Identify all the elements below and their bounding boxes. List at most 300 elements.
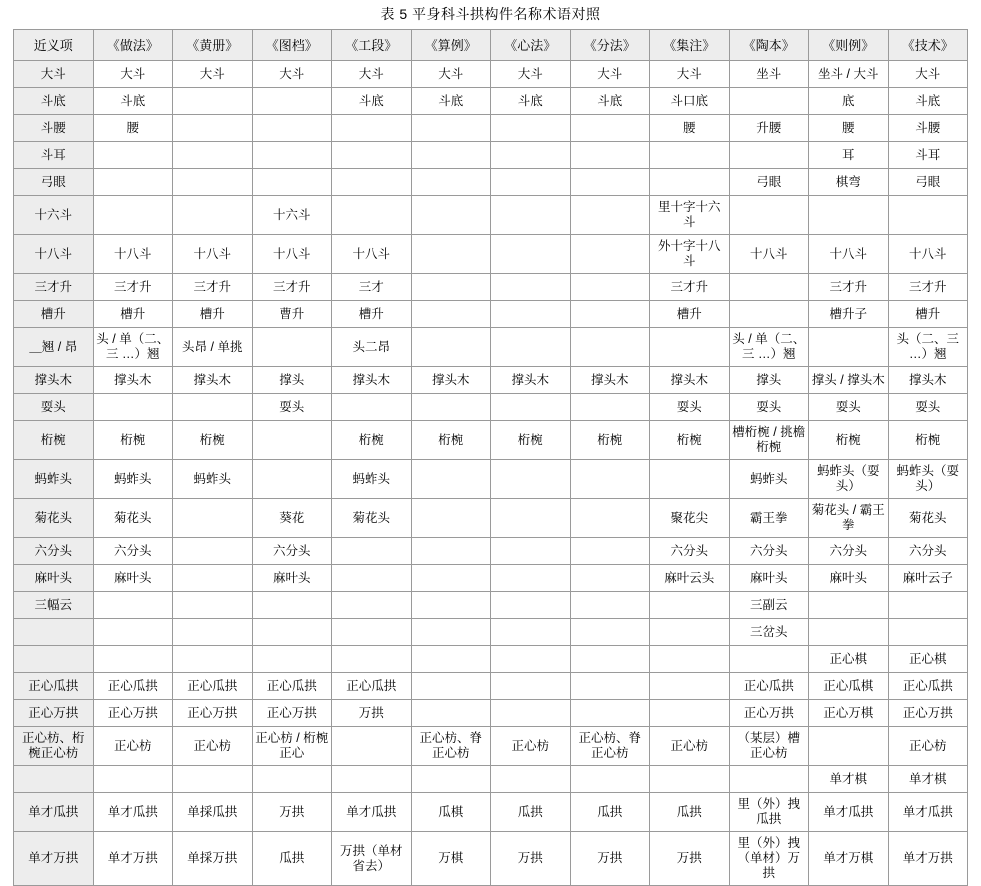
table-cell bbox=[252, 421, 332, 460]
table-row bbox=[14, 646, 968, 673]
table-row bbox=[14, 88, 968, 115]
table-cell: 瓜拱 bbox=[650, 793, 730, 832]
table-cell bbox=[729, 88, 809, 115]
table-cell bbox=[332, 766, 412, 793]
table-cell bbox=[173, 499, 253, 538]
table-cell bbox=[411, 499, 491, 538]
table-cell bbox=[729, 274, 809, 301]
table-cell bbox=[411, 301, 491, 328]
table-cell: 撑头木 bbox=[491, 367, 571, 394]
table-cell bbox=[729, 301, 809, 328]
table-cell bbox=[93, 196, 173, 235]
table-cell: 六分头 bbox=[888, 538, 968, 565]
table-row bbox=[14, 727, 968, 766]
table-cell bbox=[491, 274, 571, 301]
table-cell: 坐斗 bbox=[729, 61, 809, 88]
table-cell bbox=[332, 538, 412, 565]
table-cell: 桁椀 bbox=[809, 421, 889, 460]
table-cell bbox=[491, 499, 571, 538]
table-cell bbox=[252, 619, 332, 646]
table-cell: 棋弯 bbox=[809, 169, 889, 196]
table-cell: 麻叶头 bbox=[252, 565, 332, 592]
table-cell bbox=[809, 328, 889, 367]
table-cell: 弓眼 bbox=[888, 169, 968, 196]
table-cell: 里（外）拽瓜拱 bbox=[729, 793, 809, 832]
table-row bbox=[14, 235, 968, 274]
table-cell: 正心万棋 bbox=[809, 700, 889, 727]
table-cell bbox=[650, 673, 730, 700]
table-row bbox=[14, 460, 968, 499]
table-cell bbox=[332, 115, 412, 142]
table-cell: 十八斗 bbox=[173, 235, 253, 274]
table-cell bbox=[570, 169, 650, 196]
table-cell bbox=[570, 565, 650, 592]
table-cell: 三才升 bbox=[173, 274, 253, 301]
table-cell bbox=[93, 619, 173, 646]
table-cell: 腰 bbox=[809, 115, 889, 142]
table-cell: 万拱 bbox=[252, 793, 332, 832]
row-label-cell: ＿翘 / 昂 bbox=[14, 328, 94, 367]
table-cell: 桁椀 bbox=[650, 421, 730, 460]
table-row bbox=[14, 274, 968, 301]
table-cell: 瓜棋 bbox=[411, 793, 491, 832]
table-cell: 三才升 bbox=[93, 274, 173, 301]
table-cell: 六分头 bbox=[93, 538, 173, 565]
table-cell: 六分头 bbox=[729, 538, 809, 565]
table-cell bbox=[809, 196, 889, 235]
table-cell bbox=[411, 142, 491, 169]
table-cell bbox=[411, 565, 491, 592]
column-header-8: 《集注》 bbox=[650, 30, 730, 61]
table-cell bbox=[93, 169, 173, 196]
table-cell: 麻叶头 bbox=[93, 565, 173, 592]
row-label-cell: 槽升 bbox=[14, 301, 94, 328]
table-cell: 单才万拱 bbox=[93, 832, 173, 886]
table-cell: （某层）槽正心枋 bbox=[729, 727, 809, 766]
table-cell bbox=[173, 619, 253, 646]
table-cell: 蚂蚱头（耍头） bbox=[888, 460, 968, 499]
table-cell bbox=[411, 592, 491, 619]
table-cell: 正心枋、脊正心枋 bbox=[411, 727, 491, 766]
table-cell: 万拱 bbox=[491, 832, 571, 886]
table-cell bbox=[491, 394, 571, 421]
table-cell: 瓜拱 bbox=[252, 832, 332, 886]
column-header-1: 《做法》 bbox=[93, 30, 173, 61]
row-label-cell: 三幅云 bbox=[14, 592, 94, 619]
table-cell: 撑头木 bbox=[570, 367, 650, 394]
table-cell: 麻叶云子 bbox=[888, 565, 968, 592]
table-cell bbox=[729, 766, 809, 793]
table-cell bbox=[173, 169, 253, 196]
table-cell bbox=[332, 592, 412, 619]
row-label-cell: 三才升 bbox=[14, 274, 94, 301]
table-cell bbox=[491, 766, 571, 793]
table-cell bbox=[411, 196, 491, 235]
table-cell: 万拱 bbox=[570, 832, 650, 886]
table-cell bbox=[411, 460, 491, 499]
row-label-cell: 正心瓜拱 bbox=[14, 673, 94, 700]
table-cell bbox=[650, 460, 730, 499]
table-body bbox=[14, 61, 968, 886]
table-cell: 斗腰 bbox=[888, 115, 968, 142]
table-cell: 正心瓜拱 bbox=[252, 673, 332, 700]
table-row bbox=[14, 619, 968, 646]
table-cell bbox=[491, 673, 571, 700]
table-cell: 正心瓜拱 bbox=[173, 673, 253, 700]
table-cell bbox=[491, 328, 571, 367]
table-cell: 桁椀 bbox=[93, 421, 173, 460]
table-cell: 聚花尖 bbox=[650, 499, 730, 538]
table-cell bbox=[650, 142, 730, 169]
table-cell bbox=[570, 394, 650, 421]
table-cell bbox=[93, 394, 173, 421]
table-cell bbox=[570, 700, 650, 727]
table-cell bbox=[888, 196, 968, 235]
column-header-4: 《工段》 bbox=[332, 30, 412, 61]
table-cell bbox=[809, 727, 889, 766]
table-row bbox=[14, 328, 968, 367]
row-label-cell: 大斗 bbox=[14, 61, 94, 88]
table-cell: 菊花头 bbox=[93, 499, 173, 538]
table-cell: 麻叶头 bbox=[809, 565, 889, 592]
table-cell: 撑头 / 撑头木 bbox=[809, 367, 889, 394]
table-cell: 桁椀 bbox=[888, 421, 968, 460]
table-cell: 桁椀 bbox=[491, 421, 571, 460]
terminology-table bbox=[13, 29, 968, 886]
table-cell: 撑头 bbox=[252, 367, 332, 394]
table-cell bbox=[332, 619, 412, 646]
table-cell: 头昂 / 单挑 bbox=[173, 328, 253, 367]
table-cell bbox=[411, 169, 491, 196]
table-cell: 正心枋 / 桁椀正心 bbox=[252, 727, 332, 766]
table-cell bbox=[173, 142, 253, 169]
table-cell: 万拱（单材省去） bbox=[332, 832, 412, 886]
table-cell bbox=[729, 196, 809, 235]
table-cell bbox=[411, 700, 491, 727]
table-row bbox=[14, 394, 968, 421]
table-cell: 桁椀 bbox=[411, 421, 491, 460]
table-cell: 大斗 bbox=[332, 61, 412, 88]
table-cell: 三才升 bbox=[650, 274, 730, 301]
table-cell bbox=[173, 115, 253, 142]
table-cell bbox=[570, 115, 650, 142]
table-cell bbox=[93, 646, 173, 673]
row-label-cell: 麻叶头 bbox=[14, 565, 94, 592]
row-label-cell: 斗底 bbox=[14, 88, 94, 115]
table-cell bbox=[173, 565, 253, 592]
table-row bbox=[14, 499, 968, 538]
table-cell bbox=[173, 538, 253, 565]
table-cell bbox=[570, 673, 650, 700]
table-cell: 麻叶云头 bbox=[650, 565, 730, 592]
table-cell: 撑头木 bbox=[173, 367, 253, 394]
table-cell bbox=[570, 274, 650, 301]
table-cell: 十八斗 bbox=[252, 235, 332, 274]
table-cell: 正心万拱 bbox=[252, 700, 332, 727]
table-row bbox=[14, 766, 968, 793]
table-cell: 槽升 bbox=[888, 301, 968, 328]
table-cell: 桁椀 bbox=[173, 421, 253, 460]
table-cell bbox=[570, 646, 650, 673]
table-cell: 瓜拱 bbox=[491, 793, 571, 832]
table-cell bbox=[411, 274, 491, 301]
table-cell: 大斗 bbox=[570, 61, 650, 88]
column-header-9: 《陶本》 bbox=[729, 30, 809, 61]
column-header-11: 《技术》 bbox=[888, 30, 968, 61]
row-label-cell: 撑头木 bbox=[14, 367, 94, 394]
table-cell bbox=[491, 565, 571, 592]
table-cell bbox=[411, 538, 491, 565]
table-cell: 正心枋、脊正心枋 bbox=[570, 727, 650, 766]
table-cell bbox=[650, 328, 730, 367]
row-label-cell bbox=[14, 766, 94, 793]
row-label-cell: 正心万拱 bbox=[14, 700, 94, 727]
table-cell: 桁椀 bbox=[332, 421, 412, 460]
table-cell bbox=[570, 460, 650, 499]
table-cell bbox=[650, 619, 730, 646]
table-cell: 底 bbox=[809, 88, 889, 115]
table-cell: 桁椀 bbox=[570, 421, 650, 460]
table-cell: 正心万拱 bbox=[173, 700, 253, 727]
table-cell: 正心枋 bbox=[491, 727, 571, 766]
table-cell: 头二昂 bbox=[332, 328, 412, 367]
row-label-cell: 蚂蚱头 bbox=[14, 460, 94, 499]
table-cell bbox=[411, 235, 491, 274]
table-cell: 槽桁椀 / 挑檐桁椀 bbox=[729, 421, 809, 460]
table-row bbox=[14, 793, 968, 832]
table-cell bbox=[93, 766, 173, 793]
table-cell: 单才棋 bbox=[888, 766, 968, 793]
table-cell: 蚂蚱头 bbox=[729, 460, 809, 499]
table-row bbox=[14, 142, 968, 169]
row-label-cell: 耍头 bbox=[14, 394, 94, 421]
table-cell bbox=[491, 142, 571, 169]
table-row bbox=[14, 565, 968, 592]
table-cell bbox=[332, 727, 412, 766]
table-cell: 外十字十八斗 bbox=[650, 235, 730, 274]
table-cell: 正心枋 bbox=[93, 727, 173, 766]
table-cell bbox=[650, 766, 730, 793]
table-cell: 槽升 bbox=[332, 301, 412, 328]
table-cell: 槽升 bbox=[93, 301, 173, 328]
table-row bbox=[14, 832, 968, 886]
table-cell: 万拱 bbox=[332, 700, 412, 727]
table-cell: 蚂蚱头 bbox=[173, 460, 253, 499]
table-row bbox=[14, 301, 968, 328]
table-cell: 撑头木 bbox=[332, 367, 412, 394]
table-cell bbox=[729, 142, 809, 169]
table-cell: 撑头木 bbox=[93, 367, 173, 394]
table-cell: 三才 bbox=[332, 274, 412, 301]
table-cell: 耍头 bbox=[809, 394, 889, 421]
table-cell bbox=[252, 88, 332, 115]
table-cell: 大斗 bbox=[491, 61, 571, 88]
table-cell: 大斗 bbox=[888, 61, 968, 88]
row-label-cell: 单才瓜拱 bbox=[14, 793, 94, 832]
table-cell bbox=[173, 592, 253, 619]
column-header-3: 《图档》 bbox=[252, 30, 332, 61]
table-cell: 六分头 bbox=[252, 538, 332, 565]
table-row bbox=[14, 421, 968, 460]
table-cell: 十八斗 bbox=[93, 235, 173, 274]
table-cell: 单採万拱 bbox=[173, 832, 253, 886]
table-cell: 斗底 bbox=[93, 88, 173, 115]
table-cell bbox=[491, 646, 571, 673]
table-cell: 斗耳 bbox=[888, 142, 968, 169]
table-row bbox=[14, 61, 968, 88]
table-row bbox=[14, 115, 968, 142]
row-label-cell bbox=[14, 619, 94, 646]
table-cell bbox=[570, 538, 650, 565]
table-cell: 单採瓜拱 bbox=[173, 793, 253, 832]
table-cell: 里十字十六斗 bbox=[650, 196, 730, 235]
table-cell bbox=[173, 88, 253, 115]
table-cell bbox=[491, 115, 571, 142]
header-row bbox=[14, 30, 968, 61]
table-row bbox=[14, 700, 968, 727]
table-row bbox=[14, 169, 968, 196]
column-header-2: 《黄册》 bbox=[173, 30, 253, 61]
table-cell bbox=[570, 592, 650, 619]
table-cell: 正心瓜棋 bbox=[809, 673, 889, 700]
table-cell bbox=[252, 766, 332, 793]
table-cell bbox=[252, 115, 332, 142]
table-cell: 撑头 bbox=[729, 367, 809, 394]
column-header-5: 《算例》 bbox=[411, 30, 491, 61]
table-cell bbox=[491, 538, 571, 565]
table-cell: 撑头木 bbox=[650, 367, 730, 394]
column-header-7: 《分法》 bbox=[570, 30, 650, 61]
table-cell: 大斗 bbox=[252, 61, 332, 88]
row-label-cell: 六分头 bbox=[14, 538, 94, 565]
table-cell: 槽升子 bbox=[809, 301, 889, 328]
table-cell bbox=[570, 766, 650, 793]
table-cell: 万棋 bbox=[411, 832, 491, 886]
table-cell: 撑头木 bbox=[411, 367, 491, 394]
table-cell bbox=[570, 301, 650, 328]
row-label-cell: 弓眼 bbox=[14, 169, 94, 196]
table-cell bbox=[332, 196, 412, 235]
table-cell: 蚂蚱头 bbox=[93, 460, 173, 499]
table-cell bbox=[173, 766, 253, 793]
row-label-cell: 斗腰 bbox=[14, 115, 94, 142]
table-cell: 坐斗 / 大斗 bbox=[809, 61, 889, 88]
table-cell bbox=[650, 646, 730, 673]
column-header-0: 近义项 bbox=[14, 30, 94, 61]
row-label-cell: 斗耳 bbox=[14, 142, 94, 169]
table-cell: 蚂蚱头 bbox=[332, 460, 412, 499]
table-cell bbox=[173, 196, 253, 235]
table-cell bbox=[411, 646, 491, 673]
table-cell: 单才棋 bbox=[809, 766, 889, 793]
table-cell bbox=[411, 115, 491, 142]
table-cell: 单才瓜拱 bbox=[809, 793, 889, 832]
row-label-cell: 正心枋、桁椀正心枋 bbox=[14, 727, 94, 766]
table-cell: 撑头木 bbox=[888, 367, 968, 394]
table-cell bbox=[570, 328, 650, 367]
table-row bbox=[14, 196, 968, 235]
table-cell: 正心枋 bbox=[650, 727, 730, 766]
table-cell: 麻叶头 bbox=[729, 565, 809, 592]
table-cell bbox=[252, 646, 332, 673]
table-cell: 耍头 bbox=[888, 394, 968, 421]
table-cell bbox=[570, 619, 650, 646]
table-cell: 单才万拱 bbox=[888, 832, 968, 886]
table-cell bbox=[332, 646, 412, 673]
row-label-cell: 菊花头 bbox=[14, 499, 94, 538]
table-cell: 头（二、三 …）翘 bbox=[888, 328, 968, 367]
row-label-cell: 十六斗 bbox=[14, 196, 94, 235]
table-cell bbox=[332, 394, 412, 421]
table-cell bbox=[332, 142, 412, 169]
table-cell bbox=[411, 328, 491, 367]
table-header bbox=[14, 30, 968, 61]
table-cell: 大斗 bbox=[173, 61, 253, 88]
table-cell: 斗底 bbox=[570, 88, 650, 115]
table-cell bbox=[650, 169, 730, 196]
table-cell bbox=[491, 301, 571, 328]
table-cell: 里（外）拽（单材）万拱 bbox=[729, 832, 809, 886]
table-row bbox=[14, 538, 968, 565]
table-cell: 升腰 bbox=[729, 115, 809, 142]
table-cell bbox=[491, 235, 571, 274]
row-label-cell: 单才万拱 bbox=[14, 832, 94, 886]
row-label-cell: 十八斗 bbox=[14, 235, 94, 274]
table-cell bbox=[491, 460, 571, 499]
table-cell bbox=[332, 169, 412, 196]
table-cell: 大斗 bbox=[411, 61, 491, 88]
table-cell: 六分头 bbox=[650, 538, 730, 565]
table-caption: 表 5 平身科斗拱构件名称术语对照 bbox=[380, 6, 601, 22]
table-cell: 菊花头 / 霸王拳 bbox=[809, 499, 889, 538]
table-cell: 正心瓜拱 bbox=[888, 673, 968, 700]
table-cell: 蚂蚱头（耍头） bbox=[809, 460, 889, 499]
table-cell: 单才万棋 bbox=[809, 832, 889, 886]
table-cell bbox=[491, 196, 571, 235]
column-header-10: 《则例》 bbox=[809, 30, 889, 61]
table-cell: 三才升 bbox=[252, 274, 332, 301]
table-cell: 正心万拱 bbox=[729, 700, 809, 727]
table-cell: 十六斗 bbox=[252, 196, 332, 235]
table-cell: 十八斗 bbox=[809, 235, 889, 274]
table-cell: 头 / 单（二、三 …）翘 bbox=[93, 328, 173, 367]
row-label-cell bbox=[14, 646, 94, 673]
table-cell: 斗底 bbox=[332, 88, 412, 115]
table-cell: 正心枋 bbox=[888, 727, 968, 766]
table-cell bbox=[809, 619, 889, 646]
table-row bbox=[14, 592, 968, 619]
table-cell bbox=[411, 619, 491, 646]
table-cell bbox=[888, 592, 968, 619]
table-cell: 单才瓜拱 bbox=[332, 793, 412, 832]
table-cell bbox=[252, 328, 332, 367]
table-cell: 霸王拳 bbox=[729, 499, 809, 538]
table-cell: 腰 bbox=[93, 115, 173, 142]
table-cell bbox=[252, 592, 332, 619]
table-cell bbox=[93, 592, 173, 619]
table-cell: 正心瓜拱 bbox=[93, 673, 173, 700]
table-cell: 腰 bbox=[650, 115, 730, 142]
table-cell bbox=[93, 142, 173, 169]
table-cell bbox=[411, 394, 491, 421]
column-header-6: 《心法》 bbox=[491, 30, 571, 61]
table-cell bbox=[173, 646, 253, 673]
table-cell: 十八斗 bbox=[332, 235, 412, 274]
table-cell: 正心棋 bbox=[809, 646, 889, 673]
table-cell: 单才瓜拱 bbox=[93, 793, 173, 832]
table-cell: 弓眼 bbox=[729, 169, 809, 196]
table-cell: 正心万拱 bbox=[888, 700, 968, 727]
